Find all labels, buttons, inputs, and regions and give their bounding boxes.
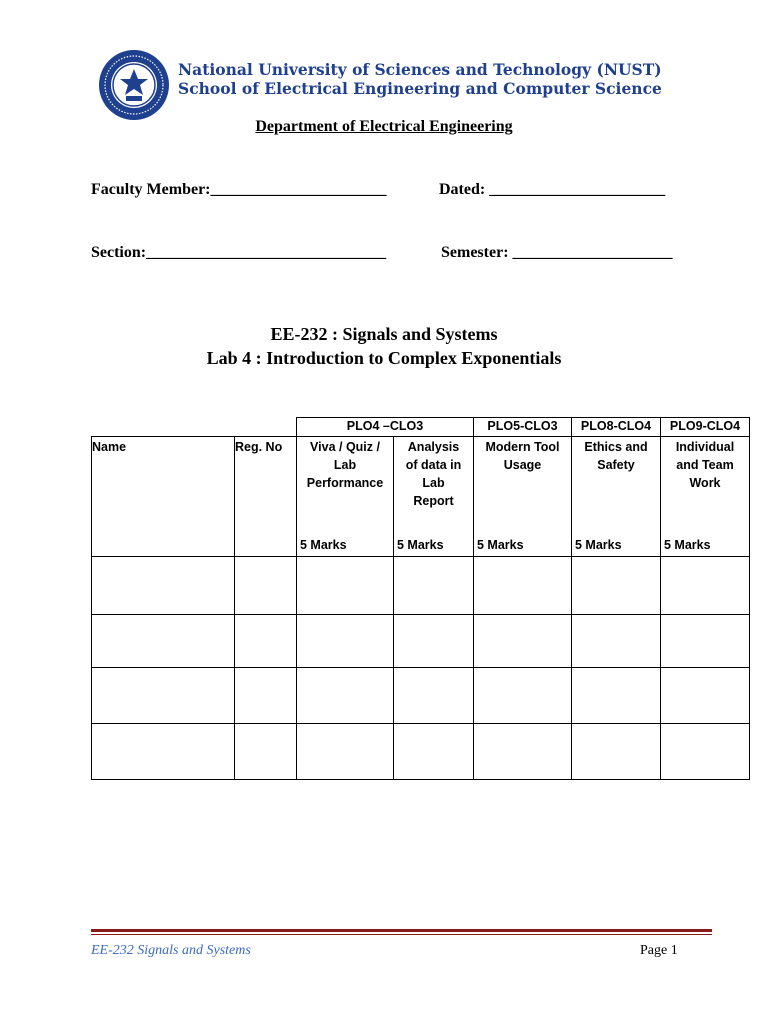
column-header-viva: [297, 437, 394, 557]
table-cell[interactable]: [297, 668, 394, 724]
faculty-member-blank: ______________________: [210, 181, 387, 198]
column-label: Modern Tool Usage: [485, 440, 560, 472]
table-cell[interactable]: [92, 557, 235, 615]
table-cell[interactable]: [572, 668, 661, 724]
university-name: National University of Sciences and Technology (NUST): [178, 60, 662, 79]
semester-label: Semester:: [441, 244, 509, 261]
course-title: EE-232 : Signals and Systems: [270, 324, 498, 344]
dated-field[interactable]: [439, 181, 665, 199]
column-marks: 5 Marks: [477, 538, 524, 552]
lab-title: Lab 4 : Introduction to Complex Exponentials: [206, 348, 562, 368]
column-marks: 5 Marks: [397, 538, 444, 552]
department-title: Department of Electrical Engineering: [255, 118, 513, 135]
table-cell[interactable]: [394, 668, 474, 724]
nust-logo-icon: [98, 49, 170, 121]
table-cell[interactable]: [661, 668, 750, 724]
column-header-name: [92, 437, 235, 557]
plo-header-row: [92, 418, 750, 437]
university-header: [178, 60, 662, 98]
table-cell[interactable]: [92, 668, 235, 724]
plo-group-header: PLO4 –CLO3: [297, 418, 474, 437]
table-cell[interactable]: [572, 557, 661, 615]
table-cell[interactable]: [394, 615, 474, 668]
section-field[interactable]: [91, 244, 386, 262]
column-header-modern-tool: [474, 437, 572, 557]
dated-label: Dated:: [439, 181, 486, 198]
table-cell[interactable]: [235, 724, 297, 780]
semester-blank: ____________________: [512, 244, 673, 261]
course-title-block: [0, 322, 768, 370]
table-cell[interactable]: [474, 724, 572, 780]
plo-group-header: PLO9-CLO4: [661, 418, 750, 437]
table-cell[interactable]: [92, 615, 235, 668]
table-cell[interactable]: [572, 724, 661, 780]
faculty-member-label: Faculty Member:: [91, 181, 211, 198]
footer-course: EE-232 Signals and Systems: [91, 943, 251, 958]
table-row: [92, 557, 750, 615]
table-cell[interactable]: [394, 724, 474, 780]
table-cell[interactable]: [235, 557, 297, 615]
table-cell[interactable]: [235, 615, 297, 668]
column-header-row: [92, 437, 750, 557]
semester-field[interactable]: [441, 244, 673, 262]
table-cell[interactable]: [572, 615, 661, 668]
plo-group-header: PLO8-CLO4: [572, 418, 661, 437]
column-label: Individual and Team Work: [675, 440, 735, 490]
column-label: Name: [92, 440, 127, 454]
faculty-member-field[interactable]: [91, 181, 387, 199]
table-row: [92, 615, 750, 668]
column-marks: 5 Marks: [575, 538, 622, 552]
column-header-team-work: [661, 437, 750, 557]
table-cell[interactable]: [661, 557, 750, 615]
marks-table: [91, 417, 750, 780]
table-cell[interactable]: [474, 615, 572, 668]
column-header-reg-no: [235, 437, 297, 557]
blank-cell: [92, 418, 297, 437]
column-header-ethics: [572, 437, 661, 557]
table-cell[interactable]: [661, 615, 750, 668]
table-row: [92, 724, 750, 780]
dated-blank: ______________________: [489, 181, 666, 198]
table-cell[interactable]: [297, 557, 394, 615]
table-cell[interactable]: [474, 557, 572, 615]
page-number: Page 1: [640, 943, 678, 958]
column-header-analysis: [394, 437, 474, 557]
column-label: Ethics and Safety: [584, 440, 648, 472]
section-blank: ______________________________: [146, 244, 387, 261]
plo-group-header: PLO5-CLO3: [474, 418, 572, 437]
footer-divider: [91, 929, 712, 932]
school-name: School of Electrical Engineering and Computer Science: [178, 79, 662, 98]
table-cell[interactable]: [474, 668, 572, 724]
column-marks: 5 Marks: [300, 538, 347, 552]
table-cell[interactable]: [92, 724, 235, 780]
column-label: Analysis of data in Lab Report: [405, 440, 462, 508]
table-cell[interactable]: [394, 557, 474, 615]
column-marks: 5 Marks: [664, 538, 711, 552]
table-cell[interactable]: [235, 668, 297, 724]
section-label: Section:: [91, 244, 147, 261]
column-label: Viva / Quiz / Lab Performance: [306, 440, 384, 490]
table-cell[interactable]: [297, 724, 394, 780]
table-cell[interactable]: [661, 724, 750, 780]
column-label: Reg. No: [235, 440, 283, 454]
table-cell[interactable]: [297, 615, 394, 668]
table-row: [92, 668, 750, 724]
footer-divider: [91, 934, 712, 935]
